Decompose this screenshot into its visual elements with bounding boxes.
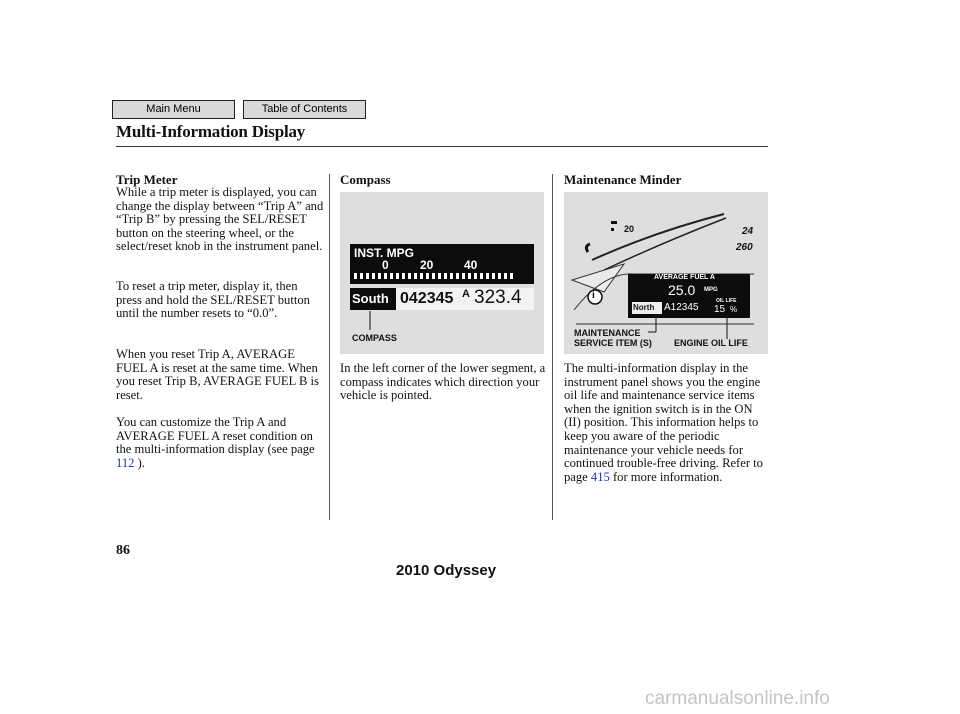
maintenance-text: The multi-information display in the instrument panel shows you the engine oil life and maintenance service items when the ignition switch is in the ON (II) position. This information helps to keep you aware of the periodic maintenance your vehicle needs for continued trouble-free driving. Refer to page bbox=[564, 361, 763, 484]
watermark: carmanualsonline.info bbox=[645, 688, 830, 709]
trip-meter-paragraph-3: When you reset Trip A, AVERAGE FUEL A is reset at the same time. When you reset Trip B, AVERAGE FUEL B is reset. bbox=[116, 347, 319, 402]
mpg-scale-0: 0 bbox=[382, 258, 389, 272]
trip-meter-p4-tail: ). bbox=[134, 455, 145, 470]
maintenance-minder-heading: Maintenance Minder bbox=[564, 172, 682, 187]
mpg-scale-40: 40 bbox=[464, 258, 478, 272]
trip-letter: A bbox=[462, 288, 470, 300]
engine-oil-life-caption: ENGINE OIL LIFE bbox=[674, 338, 748, 348]
trip-meter-p4-text: You can customize the Trip A and AVERAGE FUEL A reset condition on the multi-information display (see page bbox=[116, 415, 315, 457]
compass-heading: Compass bbox=[340, 172, 391, 187]
gauge-label-260: 260 bbox=[736, 242, 753, 253]
trip-meter-paragraph-1: While a trip meter is displayed, you can change the display between “Trip A” and “Trip B” by pressing the SEL/RESET button on the steering wheel, or the select/reset knob in the instrument panel. bbox=[116, 185, 324, 254]
average-fuel-label: AVERAGE FUEL A bbox=[654, 274, 715, 281]
maintenance-tail: for more information. bbox=[609, 469, 723, 484]
page-number: 86 bbox=[116, 543, 130, 558]
compass-figure bbox=[340, 192, 544, 354]
maintenance-caption-line-2: SERVICE ITEM (S) bbox=[574, 338, 652, 348]
average-fuel-value: 25.0 bbox=[668, 282, 696, 298]
page-link-112[interactable]: 112 bbox=[116, 455, 135, 470]
compass-caption: COMPASS bbox=[352, 333, 397, 343]
maintenance-info-icon: i bbox=[592, 290, 595, 301]
trip-meter-paragraph-2: To reset a trip meter, display it, then press and hold the SEL/RESET button until the number resets to “0.0”. bbox=[116, 279, 310, 321]
maintenance-trip-value: A12345 bbox=[664, 302, 699, 313]
maintenance-direction: North bbox=[633, 303, 655, 312]
maintenance-figure bbox=[564, 192, 768, 354]
page-title: Multi-Information Display bbox=[116, 122, 306, 141]
trip-meter-heading: Trip Meter bbox=[116, 172, 178, 187]
trip-meter-paragraph-4 bbox=[116, 416, 326, 470]
oil-life-label: OIL LIFE bbox=[716, 298, 737, 304]
maintenance-caption-line-1: MAINTENANCE bbox=[574, 328, 641, 338]
column-divider-2 bbox=[552, 174, 553, 520]
footer-model: 2010 Odyssey bbox=[396, 562, 497, 579]
odometer-value: 042345 bbox=[400, 290, 454, 307]
page-link-415[interactable]: 415 bbox=[590, 469, 610, 484]
gauge-label-24: 24 bbox=[742, 226, 754, 237]
inst-mpg-label: INST. MPG bbox=[354, 246, 415, 260]
mpg-scale-20: 20 bbox=[420, 258, 434, 272]
column-divider-1 bbox=[329, 174, 330, 520]
maintenance-paragraph bbox=[564, 362, 770, 484]
oil-life-value: 15 bbox=[714, 304, 726, 315]
compass-paragraph: In the left corner of the lower segment, a compass indicates which direction your vehicle is pointed. bbox=[340, 361, 546, 403]
table-of-contents-button[interactable]: Table of Contents bbox=[243, 100, 366, 119]
main-menu-button[interactable]: Main Menu bbox=[112, 100, 235, 119]
oil-life-unit: % bbox=[730, 305, 738, 314]
compass-direction: South bbox=[352, 291, 389, 306]
title-divider bbox=[116, 146, 768, 147]
average-fuel-unit: MPG bbox=[704, 287, 718, 293]
trip-value: 323.4 bbox=[474, 287, 522, 308]
gauge-label-20: 20 bbox=[624, 224, 635, 234]
